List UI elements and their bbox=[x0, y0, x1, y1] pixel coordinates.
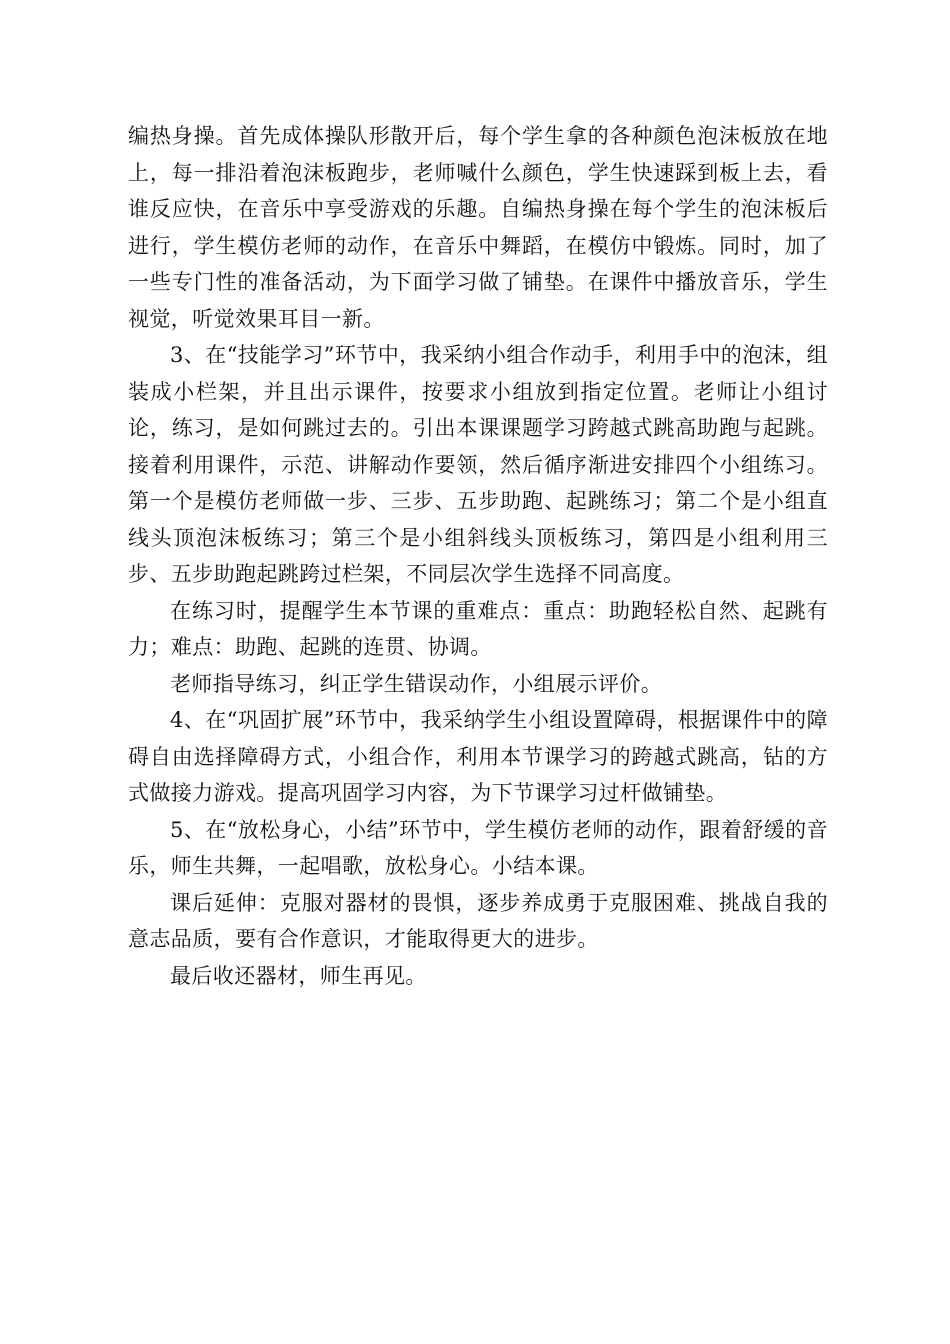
paragraph-skill-learning: 3、在“技能学习”环节中，我采纳小组合作动手，利用手中的泡沫，组装成小栏架，并且出示课件，按要求小组放到指定位置。老师让小组讨论，练习，是如何跳过去的。引出本课课题学习跨越式跳高助跑与起跳。接着利用课件，示范、讲解动作要领，然后循序渐进安排四个小组练习。第一个是模仿老师做一步、三步、五步助跑、起跳练习；第二个是小组直线头顶泡沫板练习；第三个是小组斜线头顶板练习，第四是小组利用三步、五步助跑起跳跨过栏架，不同层次学生选择不同高度。 bbox=[128, 343, 828, 586]
paragraph-relaxation: 5、在“放松身心，小结”环节中，学生模仿老师的动作，跟着舒缓的音乐，师生共舞，一起唱歌，放松身心。小结本课。 bbox=[128, 817, 828, 878]
paragraph-warmup-continued: 编热身操。首先成体操队形散开后，每个学生拿的各种颜色泡沫板放在地上，每一排沿着泡沫板跑步，老师喊什么颜色，学生快速踩到板上去，看谁反应快，在音乐中享受游戏的乐趣。自编热身操在每个学生的泡沫板后进行，学生模仿老师的动作，在音乐中舞蹈，在模仿中锻炼。同时，加了一些专门性的准备活动，为下面学习做了铺垫。在课件中播放音乐，学生视觉，听觉效果耳目一新。 bbox=[128, 124, 828, 331]
paragraph-closing: 最后收还器材，师生再见。 bbox=[170, 963, 427, 988]
paragraph-consolidation: 4、在“巩固扩展”环节中，我采纳学生小组设置障碍，根据课件中的障碍自由选择障碍方式，小组合作，利用本节课学习的跨越式跳高，钻的方式做接力游戏。提高巩固学习内容，为下节课学习过杆做铺垫。 bbox=[128, 708, 828, 805]
paragraph-extension: 课后延伸：克服对器材的畏惧，逐步养成勇于克服困难、挑战自我的意志品质，要有合作意识，才能取得更大的进步。 bbox=[128, 890, 828, 951]
document-body bbox=[128, 118, 828, 994]
paragraph-teacher-guidance: 老师指导练习，纠正学生错误动作，小组展示评价。 bbox=[170, 671, 663, 696]
paragraph-key-points: 在练习时，提醒学生本节课的重难点：重点：助跑轻松自然、起跳有力；难点：助跑、起跳的连贯、协调。 bbox=[128, 598, 828, 659]
